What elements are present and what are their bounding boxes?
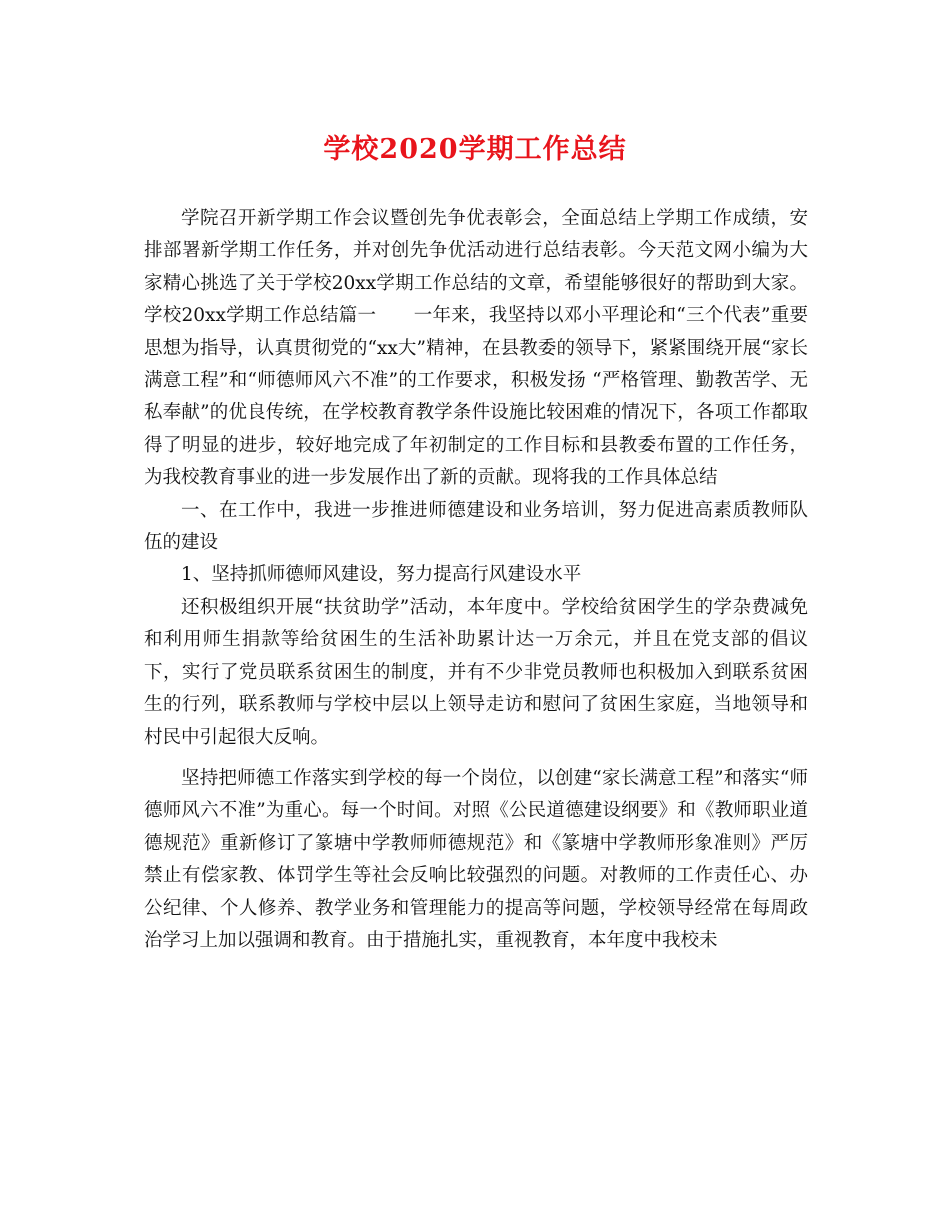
body-paragraph: 1、坚持抓师德师风建设，努力提高行风建设水平 <box>181 564 582 586</box>
body-paragraph: 学院召开新学期工作会议暨创先争优表彰会，全面总结上学期工作成绩，安排部署新学期工作任务，并对创先争优活动进行总结表彰。今天范文网小编为大家精心挑选了关于学校20xx学期工作总结的文章，希望能够很好的帮助到大家。学校20xx学期工作总结篇一 一年来，我坚持以邓小平理论和“三个代表”重要思想为指导，认真贯彻党的“xx大”精神，在县教委的领导下，紧紧围绕开展“家长满意工程”和“师德师风六不准”的工作要求，积极发扬 “严格管理、勤教苦学、无私奉献”的优良传统，在学校教育教学条件设施比较困难的情况下，各项工作都取得了明显的进步，较好地完成了年初制定的工作目标和县教委布置的工作任务，为我校教育事业的进一步发展作出了新的贡献。现将我的工作具体总结 <box>144 208 808 489</box>
document-title: 学校2020学期工作总结 <box>323 134 627 165</box>
body-paragraph: 坚持把师德工作落实到学校的每一个岗位，以创建“家长满意工程”和落实“师德师风六不准”为重心。每一个时间。对照《公民道德建设纲要》和《教师职业道德规范》重新修订了篆塘中学教师师德规范》和《篆塘中学教师形象准则》严厉禁止有偿家教、体罚学生等社会反响比较强烈的问题。对教师的工作责任心、办公纪律、个人修养、教学业务和管理能力的提高等问题，学校领导经常在每周政治学习上加以强调和教育。由于措施扎实，重视教育，本年度中我校未 <box>144 767 808 951</box>
body-paragraph: 还积极组织开展“扶贫助学”活动，本年度中。学校给贫困学生的学杂费减免和利用师生捐款等给贫困生的生活补助累计达一万余元，并且在党支部的倡议下，实行了党员联系贫困生的制度，并有不少非党员教师也积极加入到联系贫困生的行列，联系教师与学校中层以上领导走访和慰问了贫困生家庭，当地领导和村民中引起很大反响。 <box>144 596 808 748</box>
document-body <box>144 203 808 957</box>
body-paragraph: 一、在工作中，我进一步推进师德建设和业务培训，努力促进高素质教师队伍的建设 <box>144 499 808 554</box>
